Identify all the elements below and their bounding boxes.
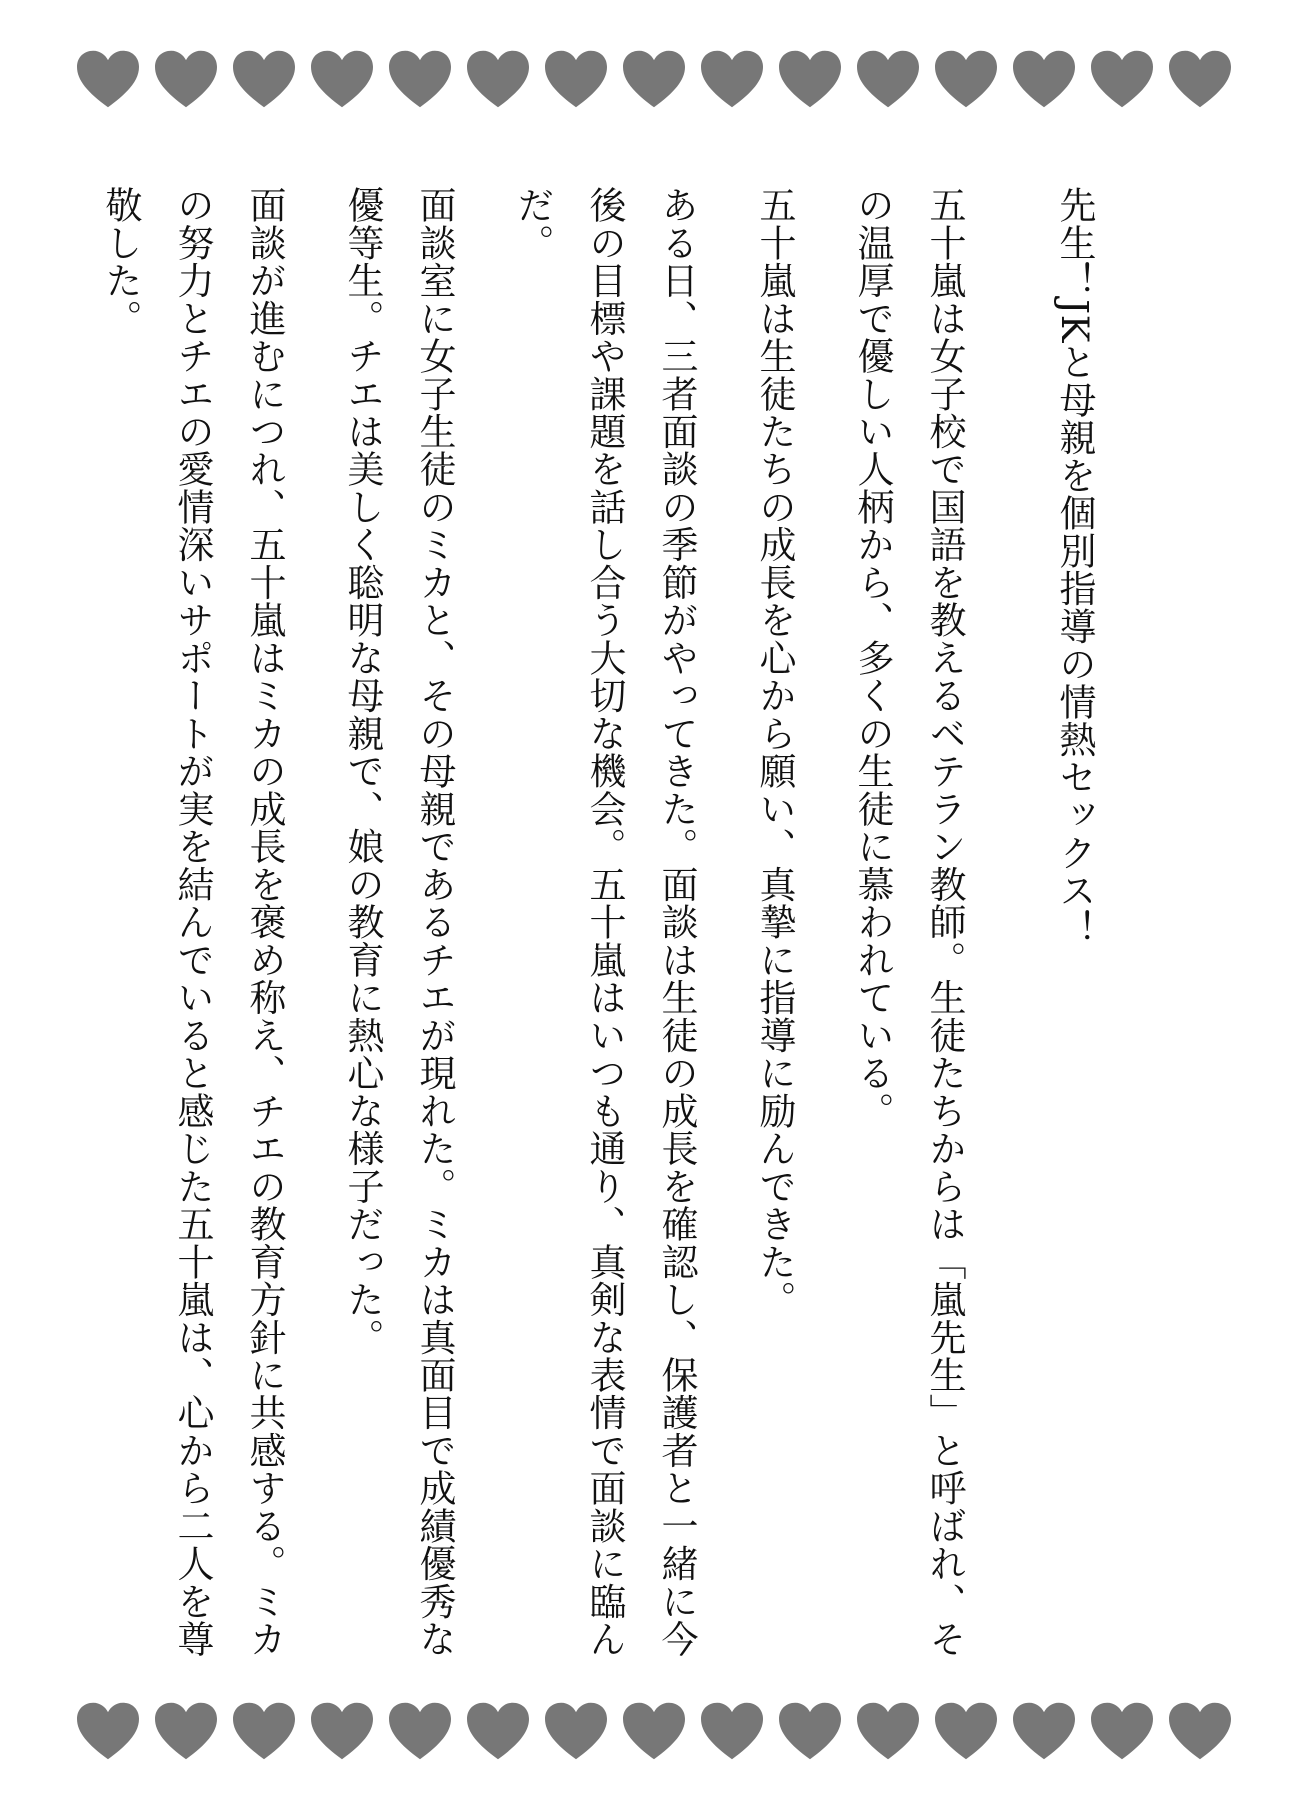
paragraph: ある日、三者面談の季節がやってきた。面談は生徒の成長を確認し、保護者と一緒に今後の目標や課題を話し合う大切な機会。五十嵐はいつも通り、真剣な表情で面談に臨んだ。 [511, 186, 698, 1658]
heart-border-bottom [0, 1700, 1311, 1780]
heart-border-top [0, 48, 1311, 128]
heart-icon [776, 1700, 844, 1762]
heart-icon [542, 1700, 610, 1762]
heart-icon [386, 48, 454, 110]
heart-icon [230, 1700, 298, 1762]
heart-icon [776, 48, 844, 110]
heart-icon [932, 1700, 1000, 1762]
heart-icon [152, 48, 220, 110]
heart-icon [74, 1700, 142, 1762]
vertical-text-body [99, 186, 1110, 1676]
heart-icon [698, 1700, 766, 1762]
heart-icon [74, 48, 142, 110]
paragraph: 五十嵐は生徒たちの成長を心から願い、真摯に指導に励んできた。 [753, 186, 796, 1319]
heart-icon [152, 1700, 220, 1762]
heart-icon [620, 1700, 688, 1762]
paragraph: 五十嵐は女子校で国語を教えるベテラン教師。生徒たちからは「嵐先生」と呼ばれ、その温厚で優しい人柄から、多くの生徒に慕われている。 [851, 186, 966, 1658]
heart-icon [230, 48, 298, 110]
story-title: 先生！JKと母親を個別指導の情熱セックス！ [1053, 186, 1096, 948]
heart-icon [854, 1700, 922, 1762]
heart-icon [1166, 48, 1234, 110]
heart-icon [1010, 1700, 1078, 1762]
heart-icon [308, 1700, 376, 1762]
heart-icon [1166, 1700, 1234, 1762]
heart-icon [698, 48, 766, 110]
heart-icon [1088, 1700, 1156, 1762]
heart-icon [386, 1700, 454, 1762]
heart-icon [464, 1700, 532, 1762]
paragraph: 面談が進むにつれ、五十嵐はミカの成長を褒め称え、チエの教育方針に共感する。ミカの努力とチエの愛情深いサポートが実を結んでいると感じた五十嵐は、心から二人を尊敬した。 [99, 186, 286, 1658]
heart-icon [1088, 48, 1156, 110]
heart-icon [542, 48, 610, 110]
heart-icon [932, 48, 1000, 110]
heart-icon [854, 48, 922, 110]
heart-icon [1010, 48, 1078, 110]
heart-icon [620, 48, 688, 110]
paragraph: 面談室に女子生徒のミカと、その母親であるチエが現れた。ミカは真面目で成績優秀な優等生。チエは美しく聡明な母親で、娘の教育に熱心な様子だった。 [341, 186, 456, 1658]
heart-icon [308, 48, 376, 110]
heart-icon [464, 48, 532, 110]
